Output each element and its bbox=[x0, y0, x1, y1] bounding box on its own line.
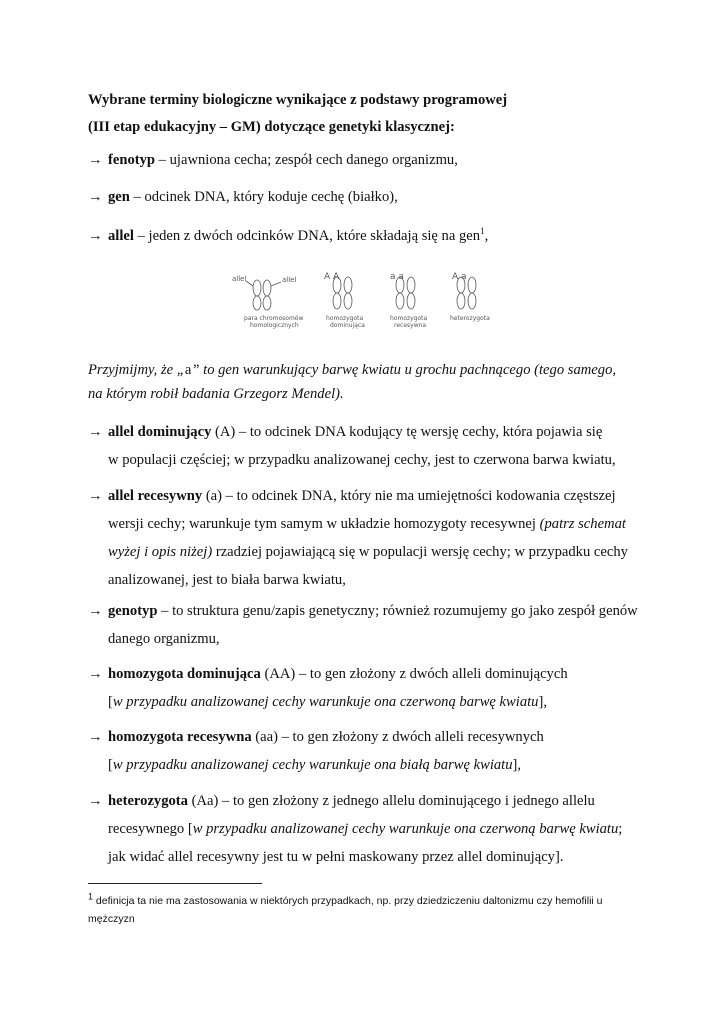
caption-pair-1-line-2: homologicznych bbox=[250, 322, 299, 329]
definition-fenotyp bbox=[88, 146, 648, 174]
definition-text: – ujawniona cecha; zespół cech danego organizmu, bbox=[155, 152, 458, 168]
definition-text: – to struktura genu/zapis genetyczny; również rozumujemy go jako zespół genów bbox=[157, 603, 638, 619]
definition-gen bbox=[88, 183, 648, 211]
chromosome-sketch bbox=[228, 268, 498, 334]
term: allel bbox=[108, 228, 134, 244]
definition-heterozygota bbox=[88, 787, 648, 871]
term: allel recesywny bbox=[108, 488, 203, 504]
footnote-divider bbox=[88, 883, 262, 884]
definition-allel bbox=[88, 222, 648, 250]
definition-text: analizowanej, jest to biała barwa kwiatu, bbox=[108, 572, 346, 588]
caption-pair-3-line-2: recesywna bbox=[394, 322, 427, 329]
definition-text: (AA) – to gen złożony z dwóch alleli dominujących bbox=[260, 666, 568, 682]
intro-gene-symbol: a bbox=[184, 362, 192, 378]
definition-text: (Aa) – to gen złożony z jednego allelu dominującego i jednego allelu bbox=[187, 793, 595, 809]
definition-homozygota-dominujaca bbox=[88, 660, 648, 716]
definition-text: recesywnego [ bbox=[108, 821, 193, 837]
arrow-icon: → bbox=[88, 793, 103, 809]
bracket: ], bbox=[538, 694, 547, 710]
definition-tail: , bbox=[484, 228, 489, 244]
footnote-ref: 1 bbox=[480, 226, 485, 237]
definition-homozygota-recesywna bbox=[88, 723, 648, 779]
term: gen bbox=[108, 189, 130, 205]
definition-italic: (patrz schemat bbox=[539, 516, 626, 532]
definition-text: – jeden z dwóch odcinków DNA, które składają się na gen bbox=[133, 228, 481, 244]
arrow-icon: → bbox=[88, 488, 103, 504]
letters-pair-4: A a bbox=[452, 272, 467, 282]
term: homozygota recesywna bbox=[108, 729, 252, 745]
definition-text: rzadziej pojawiającą się w populacji wersję cechy; w przypadku cechy bbox=[212, 544, 628, 560]
footnote bbox=[88, 892, 648, 928]
definition-italic: w przypadku analizowanej cechy warunkuje ona czerwoną barwę kwiatu bbox=[192, 821, 619, 837]
term: heterozygota bbox=[108, 793, 188, 809]
caption-pair-3-line-1: homozygota bbox=[390, 315, 428, 322]
definition-text: – odcinek DNA, który koduje cechę (białko), bbox=[129, 189, 398, 205]
definition-italic: wyżej i opis niżej) bbox=[108, 544, 213, 560]
definition-text: jak widać allel recesywny jest tu w pełni maskowany przez allel dominujący]. bbox=[108, 849, 564, 865]
footnote-number: 1 bbox=[88, 891, 94, 902]
arrow-icon: → bbox=[88, 424, 103, 440]
arrow-icon: → bbox=[88, 666, 103, 682]
caption-pair-1-line-1: para chromosomów bbox=[244, 315, 304, 322]
definition-text: ; bbox=[618, 821, 623, 837]
caption-pair-4: heterozygota bbox=[450, 315, 490, 322]
arrow-icon: → bbox=[88, 603, 103, 619]
intro-text: Przyjmijmy, że „ bbox=[88, 362, 185, 378]
letters-pair-2: A A bbox=[324, 272, 340, 282]
arrow-icon: → bbox=[88, 729, 103, 745]
allel-label-left: allel bbox=[232, 275, 247, 283]
definition-allel-recesywny bbox=[88, 482, 648, 594]
definition-text: wersji cechy; warunkuje tym samym w układzie homozygoty recesywnej bbox=[108, 516, 540, 532]
footnote-text: definicja ta nie ma zastosowania w niektórych przypadkach, np. przy dziedziczeniu daltonizmu czy hemofilii u mężczyzn bbox=[88, 895, 603, 925]
arrow-icon: → bbox=[88, 152, 103, 168]
definition-italic: w przypadku analizowanej cechy warunkuje ona białą barwę kwiatu bbox=[112, 757, 513, 773]
definition-genotyp bbox=[88, 597, 648, 653]
definition-text: danego organizmu, bbox=[108, 631, 220, 647]
bracket: [ bbox=[108, 757, 113, 773]
intro-line-2: na którym robił badania Grzegorz Mendel). bbox=[88, 386, 344, 402]
definition-text: (a) – to odcinek DNA, który nie ma umiejętności kodowania częstszej bbox=[202, 488, 616, 504]
bracket: ], bbox=[512, 757, 522, 773]
term: fenotyp bbox=[108, 152, 156, 168]
term: allel dominujący bbox=[108, 424, 212, 440]
arrow-icon: → bbox=[88, 228, 103, 244]
caption-pair-2-line-1: homozygota bbox=[326, 315, 364, 322]
chromosome-figure bbox=[228, 268, 498, 334]
definition-italic: w przypadku analizowanej cechy warunkuje ona czerwoną barwę kwiatu bbox=[112, 694, 539, 710]
arrow-icon: → bbox=[88, 189, 103, 205]
intro-text: ” to gen warunkujący barwę kwiatu u grochu pachnącego (tego samego, bbox=[191, 362, 617, 378]
term: genotyp bbox=[108, 603, 158, 619]
definition-text: w populacji częściej; w przypadku analizowanej cechy, jest to czerwona barwa kwiatu, bbox=[108, 452, 616, 468]
title-line-1: Wybrane terminy biologiczne wynikające z podstawy programowej bbox=[88, 92, 508, 108]
term: homozygota dominująca bbox=[108, 666, 261, 682]
title-line-2: (III etap edukacyjny – GM) dotyczące genetyki klasycznej: bbox=[88, 119, 455, 135]
definition-text: (aa) – to gen złożony z dwóch alleli recesywnych bbox=[251, 729, 544, 745]
allel-label-right: allel bbox=[282, 276, 297, 284]
definition-allel-dominujacy bbox=[88, 418, 648, 474]
bracket: [ bbox=[108, 694, 113, 710]
caption-pair-2-line-2: dominująca bbox=[330, 322, 365, 329]
letters-pair-3: a a bbox=[390, 272, 404, 282]
definition-text: (A) – to odcinek DNA kodujący tę wersję cechy, która pojawia się bbox=[211, 424, 603, 440]
